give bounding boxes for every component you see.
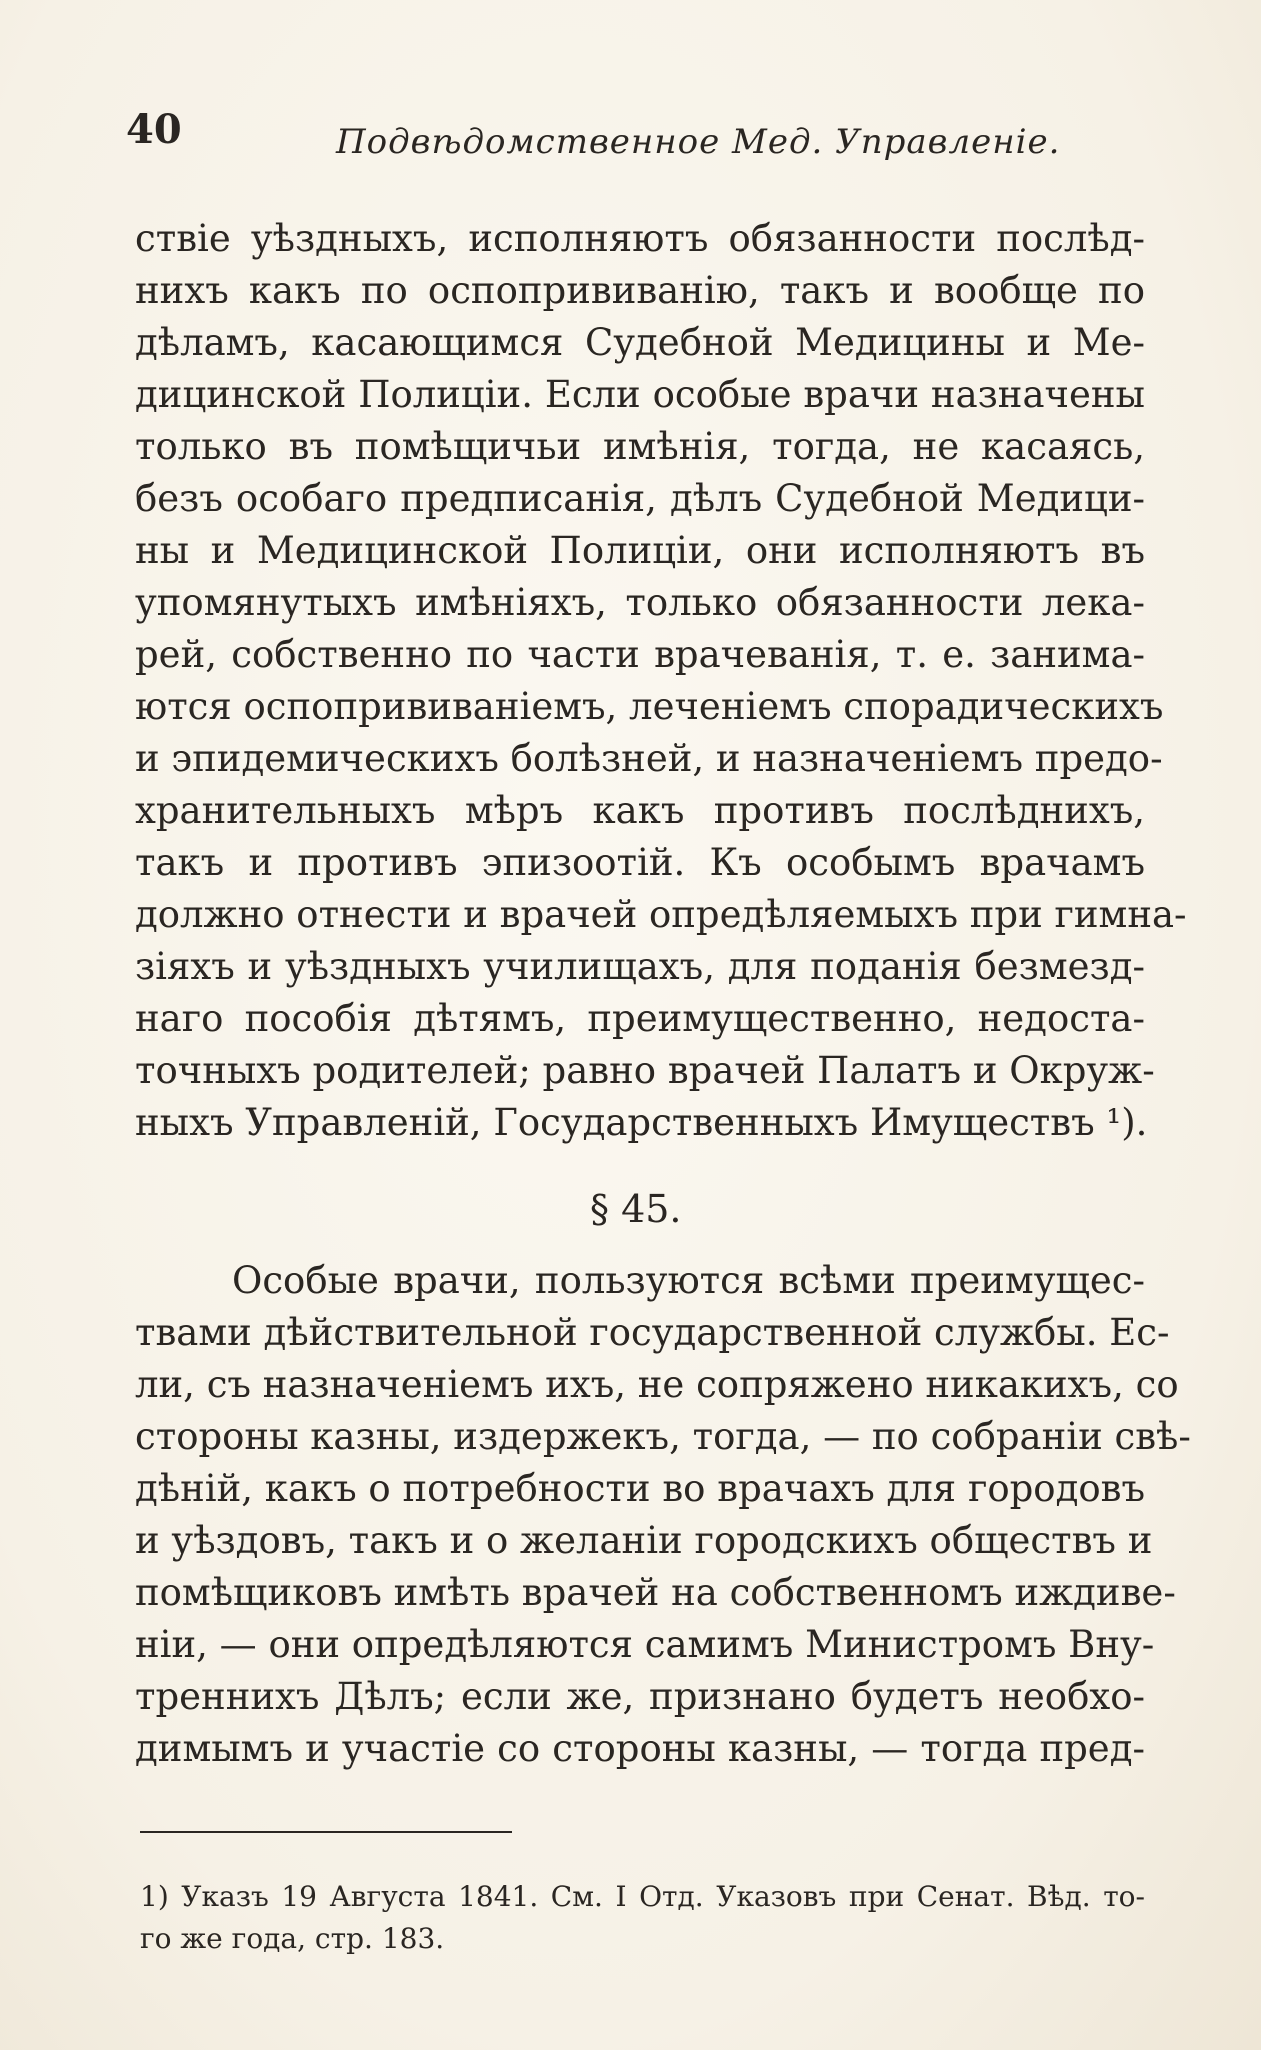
section-line: помѣщиковъ имѣть врачей на собственномъ иждиве- bbox=[135, 1571, 1176, 1614]
footnote-divider bbox=[140, 1831, 512, 1833]
body-line: ются оспопрививаніемъ, леченіемъ спорадическихъ bbox=[135, 685, 1164, 728]
section-line: твами дѣйствительной государственной службы. Ес- bbox=[135, 1311, 1170, 1354]
body-line: безъ особаго предписанія, дѣлъ Судебной Медици- bbox=[135, 477, 1145, 520]
section-line: стороны казны, издержекъ, тогда, — по собраніи свѣ- bbox=[135, 1415, 1191, 1458]
body-line: дѣламъ, касающимся Судебной Медицины и Ме- bbox=[135, 321, 1145, 364]
body-line: ныхъ Управленій, Государственныхъ Имуществъ ¹). bbox=[135, 1101, 1148, 1144]
section-line: димымъ и участіе со стороны казны, — тогда пред- bbox=[135, 1727, 1145, 1770]
body-line: ствіе уѣздныхъ, исполняютъ обязанности послѣд- bbox=[135, 217, 1145, 260]
body-line: дицинской Полиціи. Если особые врачи назначены bbox=[135, 373, 1145, 416]
body-line: упомянутыхъ имѣніяхъ, только обязанности лека- bbox=[135, 581, 1145, 624]
footnote-line: 1) Указъ 19 Августа 1841. См. I Отд. Указовъ при Сенат. Вѣд. то- bbox=[140, 1880, 1145, 1913]
footnote-line: го же года, стр. 183. bbox=[140, 1922, 445, 1955]
body-line: и эпидемическихъ болѣзней, и назначеніемъ предо- bbox=[135, 737, 1163, 780]
section-line: треннихъ Дѣлъ; если же, признано будетъ необхо- bbox=[135, 1675, 1145, 1718]
body-line: нихъ какъ по оспопрививанію, такъ и вообще по bbox=[135, 269, 1145, 312]
body-line: зіяхъ и уѣздныхъ училищахъ, для поданія безмезд- bbox=[135, 945, 1145, 988]
section-line: дѣній, какъ о потребности во врачахъ для городовъ bbox=[135, 1467, 1145, 1510]
body-line: точныхъ родителей; равно врачей Палатъ и Окруж- bbox=[135, 1049, 1155, 1092]
body-line: наго пособія дѣтямъ, преимущественно, недоста- bbox=[135, 997, 1145, 1040]
body-line: рей, собственно по части врачеванія, т. е. занима- bbox=[135, 633, 1145, 676]
body-line: хранительныхъ мѣръ какъ противъ послѣднихъ, bbox=[135, 789, 1145, 832]
body-line: должно отнести и врачей опредѣляемыхъ при гимна- bbox=[135, 893, 1187, 936]
body-line: ны и Медицинской Полиціи, они исполняютъ въ bbox=[135, 529, 1145, 572]
running-header: Подвѣдомственное Мед. Управленіе. bbox=[336, 122, 1061, 162]
section-line: ли, съ назначеніемъ ихъ, не сопряжено никакихъ, со bbox=[135, 1363, 1179, 1406]
body-line: такъ и противъ эпизоотій. Къ особымъ врачамъ bbox=[135, 841, 1145, 884]
section-line: ніи, — они опредѣляются самимъ Министромъ Вну- bbox=[135, 1623, 1155, 1666]
section-line: Особые врачи, пользуются всѣми преимущес- bbox=[232, 1259, 1145, 1302]
section-line: и уѣздовъ, такъ и о желаніи городскихъ обществъ и bbox=[135, 1519, 1153, 1562]
page-number: 40 bbox=[126, 106, 182, 153]
body-line: только въ помѣщичьи имѣнія, тогда, не касаясь, bbox=[135, 425, 1145, 468]
section-heading: § 45. bbox=[590, 1187, 682, 1231]
